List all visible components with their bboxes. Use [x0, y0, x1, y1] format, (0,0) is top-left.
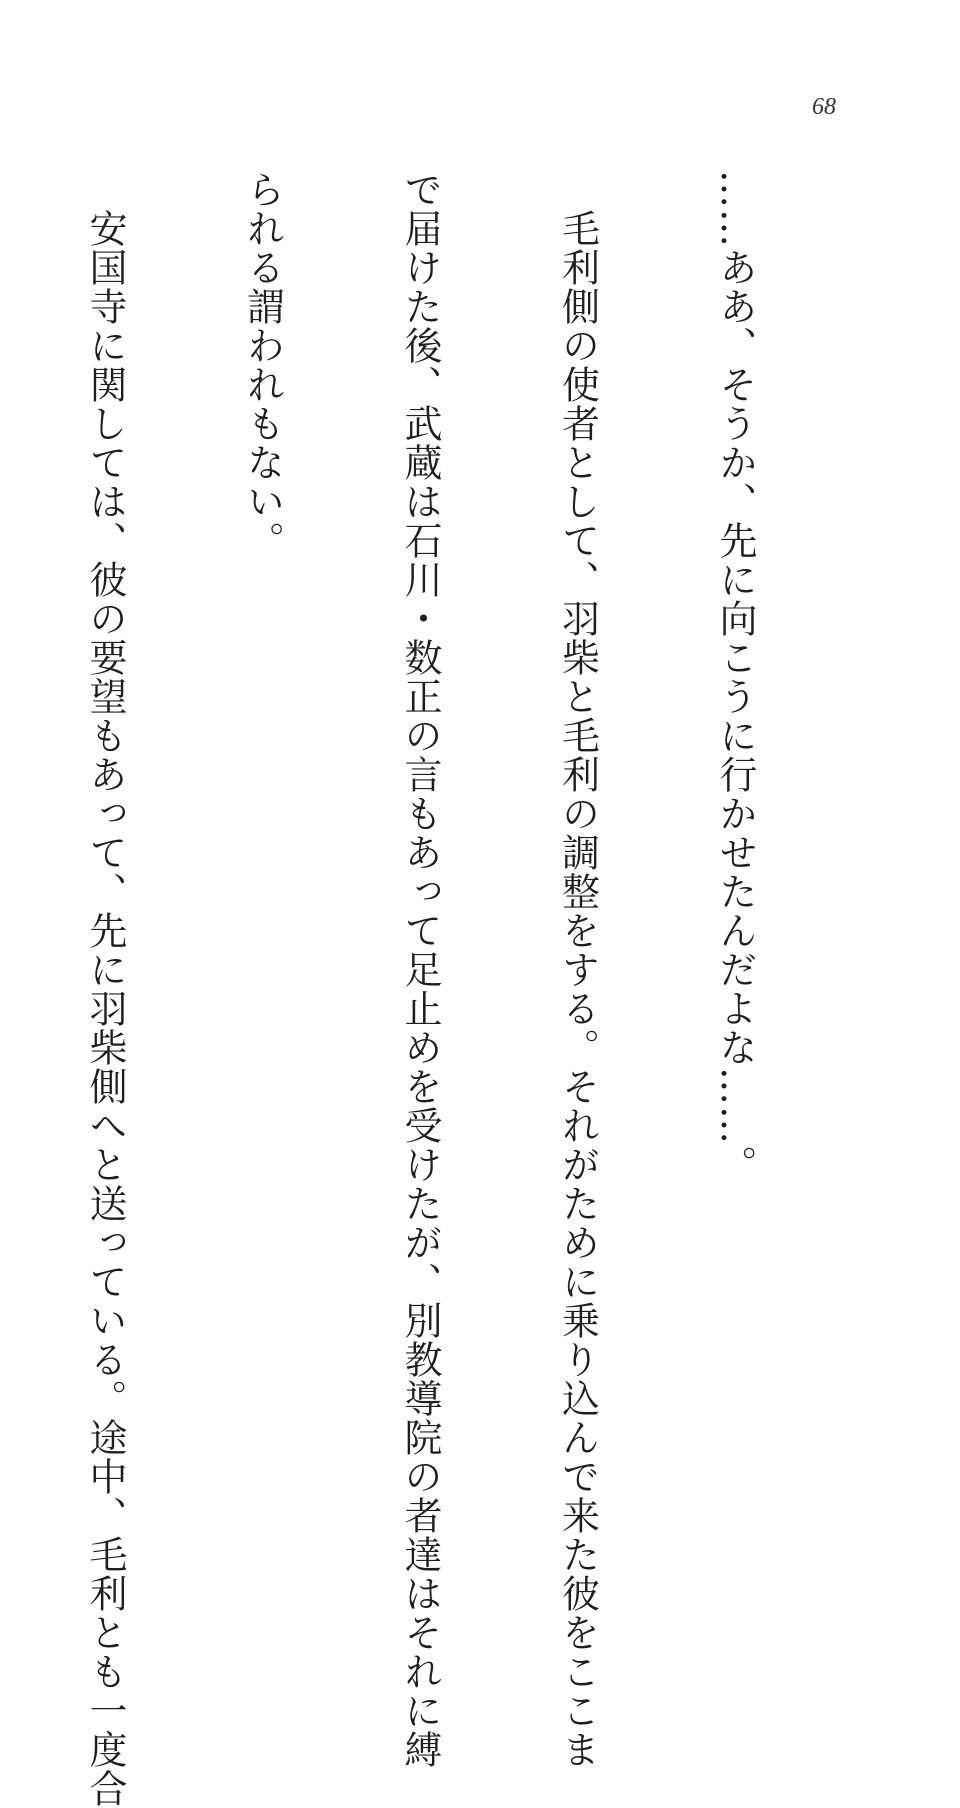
page-number: 68	[812, 94, 836, 120]
text-line: られる謂われもない。	[240, 170, 285, 560]
novel-text-block	[0, 170, 866, 1808]
text-line: 毛利側の使者として、羽柴と毛利の調整をする。それがために乗り込んで来た彼をここま	[555, 170, 600, 1769]
text-line: ……ああ、そうか、先に向こうに行かせたんだよな……。	[713, 170, 757, 1184]
text-line: 安国寺に関しては、彼の要望もあって、先に羽柴側へと送っている。途中、毛利とも一度合	[83, 170, 127, 1808]
text-line: で届けた後、武蔵は石川・数正の言もあって足止めを受けたが、別教導院の者達はそれに縛	[398, 170, 442, 1769]
